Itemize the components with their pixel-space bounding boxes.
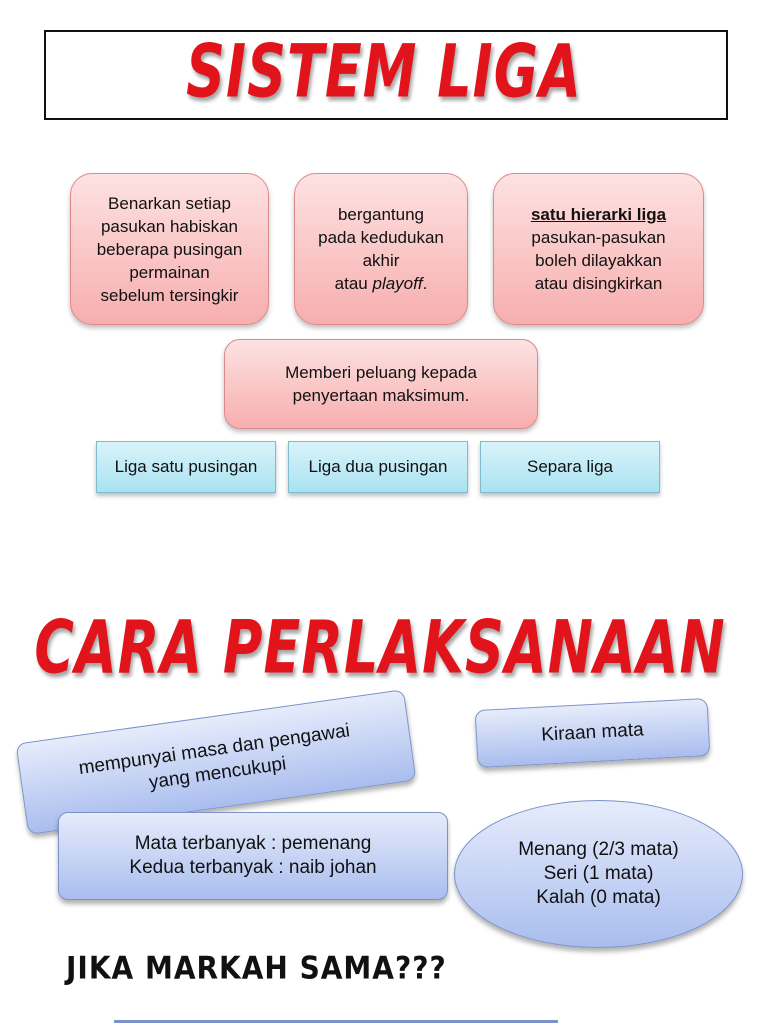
league-type-single: Liga satu pusingan: [96, 441, 276, 493]
method-text-winner: Mata terbanyak : pemenang Kedua terbanyak : naib johan: [129, 833, 377, 878]
method-text-points-count: Kiraan mata: [540, 719, 645, 746]
league-type-semi: Separa liga: [480, 441, 660, 493]
feature-box-hierarchy: [493, 173, 704, 325]
ranking-suffix: .: [422, 274, 428, 293]
ranking-line-3: akhir: [362, 251, 400, 270]
feature-text-hierarchy: [531, 203, 666, 295]
method-text-time-officials: mempunyai masa dan pengawai yang mencukupi: [77, 720, 352, 794]
hierarchy-text: pasukan-pasukan boleh dilayakkan atau disingkirkan: [531, 228, 666, 293]
tie-question: JIKA MARKAH SAMA???: [66, 950, 447, 987]
bottom-divider: [114, 1020, 558, 1023]
method-box-winner: [58, 812, 448, 900]
method-box-points-count: [475, 698, 711, 768]
feature-box-participation: [224, 339, 538, 429]
hierarchy-heading: satu hierarki liga: [530, 205, 667, 224]
ranking-line-4: [318, 272, 444, 295]
method-oval-points: [454, 800, 743, 948]
section-title-cara-perlaksanaan: CARA PERLAKSANAAN: [34, 604, 726, 691]
feature-box-rounds: [70, 173, 269, 325]
ranking-prefix: atau: [334, 274, 373, 293]
ranking-line-2: pada kedudukan: [318, 228, 444, 247]
feature-text-rounds: Benarkan setiap pasukan habiskan beberapa pusingan permainan sebelum tersingkir: [96, 193, 243, 305]
method-text-points: Menang (2/3 mata) Seri (1 mata) Kalah (0 mata): [518, 839, 679, 908]
feature-box-ranking: [294, 173, 468, 325]
ranking-playoff: playoff: [372, 274, 423, 293]
league-type-double: Liga dua pusingan: [288, 441, 468, 493]
section-title-sistem-liga: SISTEM LIGA: [186, 28, 582, 115]
ranking-line-1: bergantung: [337, 205, 424, 224]
feature-text-participation: Memberi peluang kepada penyertaan maksimum.: [285, 363, 477, 405]
feature-text-ranking: [318, 203, 444, 295]
